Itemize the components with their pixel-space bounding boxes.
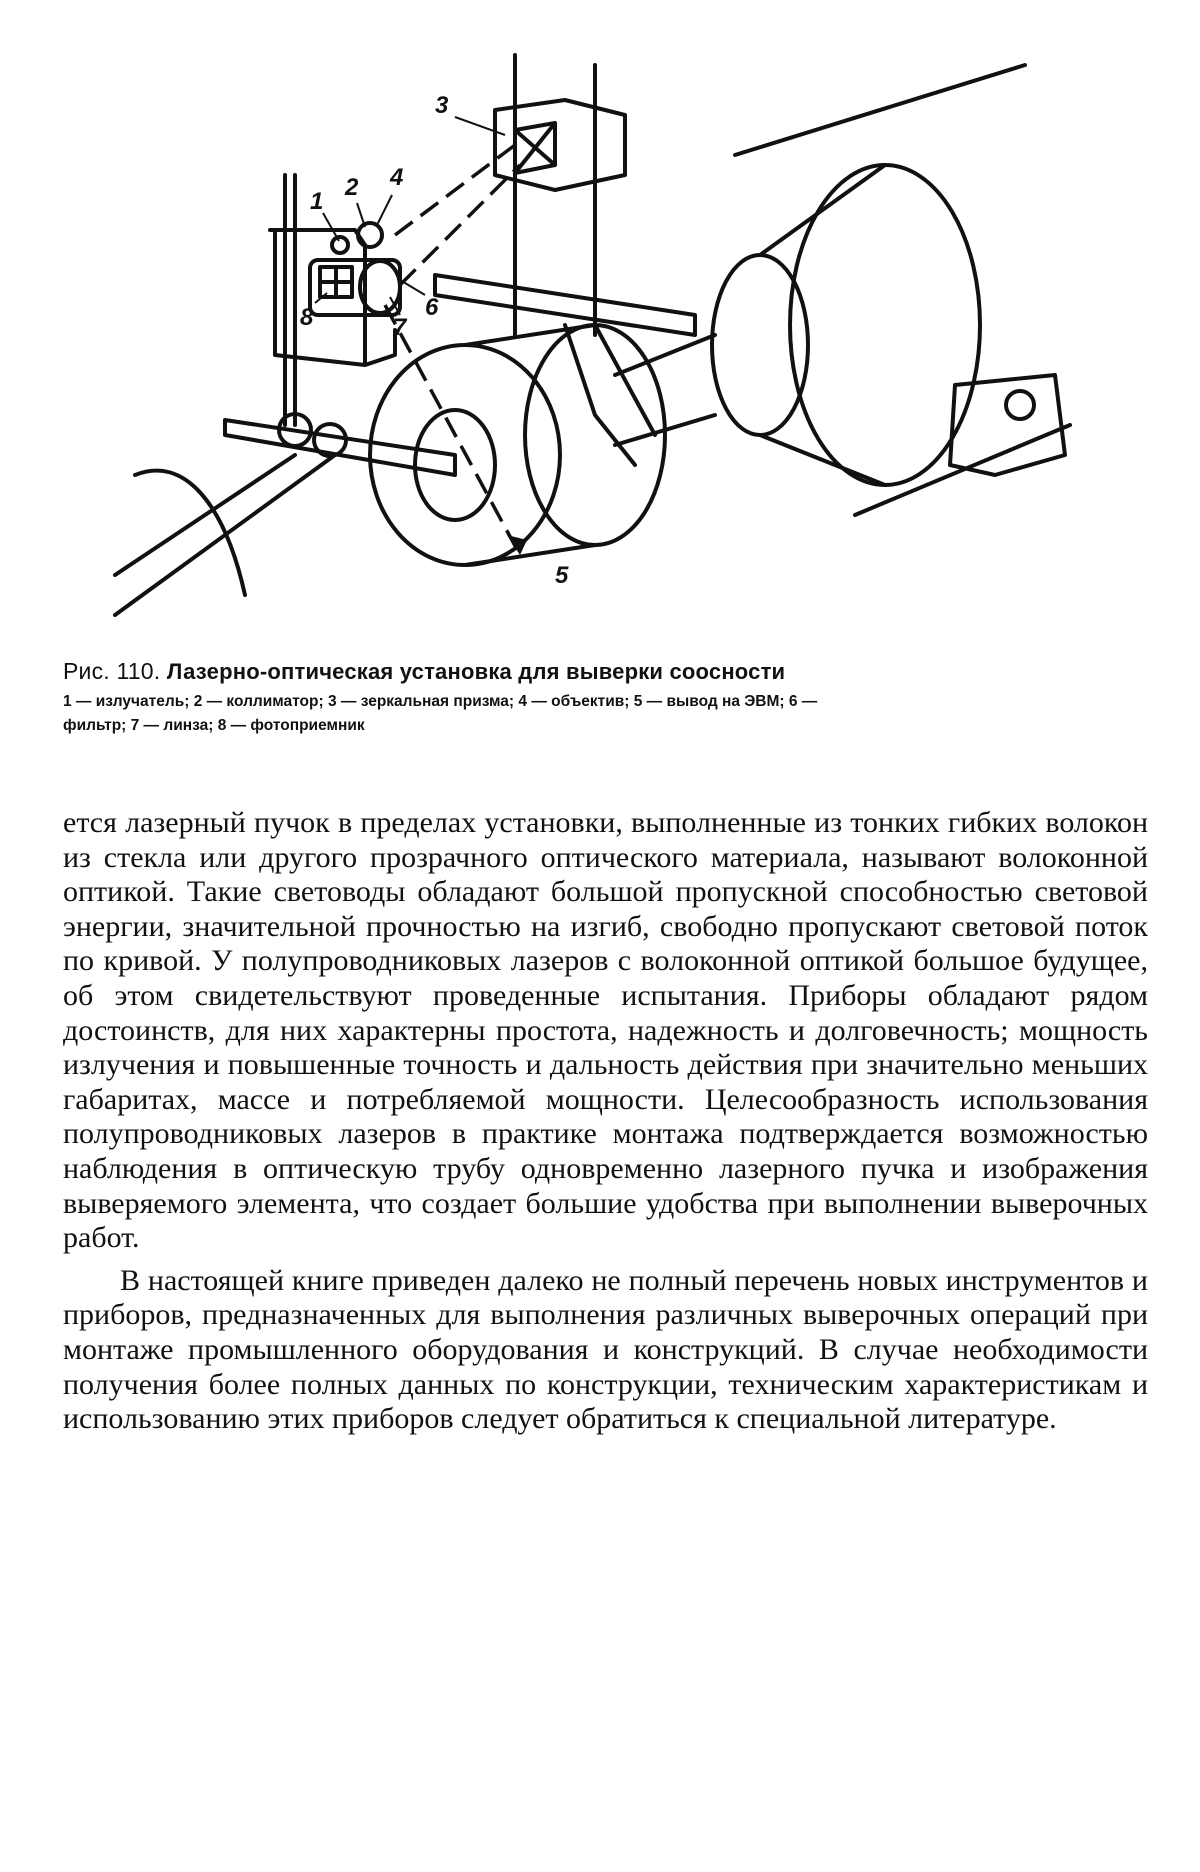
callout-1: 1 [310, 188, 324, 215]
photodetector-cross [320, 267, 352, 297]
emitter-icon [332, 237, 348, 253]
bolt-icon [1006, 391, 1034, 419]
left-knob-2 [314, 424, 346, 456]
output-beam [385, 305, 520, 555]
prism-icon [515, 123, 555, 173]
figure-caption [63, 656, 1148, 738]
caption-figure-number: Рис. 110. [63, 658, 161, 684]
laser-beam-return [400, 165, 520, 285]
callout-8: 8 [300, 304, 314, 331]
paragraph-1: ется лазерный пучок в пределах установки, выполненные из тонких гибких волокон из стекла или другого прозрачного оптического материала, называют волоконной оптикой. Такие световоды обладают большой пропускной способностью световой энергии, значительной прочностью на изгиб, свободно пропускают световой поток по кривой. У полупроводниковых лазеров с волоконной оптикой большое будущее, об этом свидетельствуют проведенные испытания. Приборы обладают рядом достоинств, для них характерны простота, надежность и долговечность; мощность излучения и повышенные точность и дальность действия при значительно меньших габаритах, массе и потребляемой мощности. Целесообразность использования полупроводниковых лазеров в практике монтажа подтверждается возможностью наблюдения в оптическую трубу одновременно лазерного пучка и изображения выверяемого элемента, что создает большие удобства при выполнении выверочных работ. [63, 806, 1148, 1255]
leader-1 [323, 213, 339, 241]
right-hub [712, 255, 808, 435]
callout-2: 2 [345, 174, 359, 201]
right-clamp-arm [565, 325, 655, 465]
objective-icon [358, 223, 382, 247]
caption-legend [63, 690, 1148, 738]
callout-5: 5 [555, 562, 569, 589]
caption-title-text: Лазерно-оптическая установка для выверки соосности [166, 659, 786, 684]
body-text [63, 806, 1148, 1437]
caption-title [63, 656, 1148, 687]
right-shaft [735, 65, 1070, 515]
leader-6 [400, 280, 425, 295]
right-drum-body [760, 165, 885, 485]
paragraph-2: В настоящей книге приведен далеко не полный перечень новых инструментов и приборов, предназначенных для выполнения различных выверочных операций при монтаже промышленного оборудования и конструкций. В случае необходимости получения более полных данных по конструкции, техническим характеристикам и использованию этих приборов следует обратиться к специальной литературе. [63, 1263, 1148, 1436]
leader-2 [357, 203, 365, 227]
callout-3: 3 [435, 92, 449, 119]
laser-alignment-figure [95, 35, 1095, 635]
leader-3 [455, 117, 505, 135]
caption-legend-line-2: фильтр; 7 — линза; 8 — фотоприемник [63, 717, 365, 734]
callout-4: 4 [390, 164, 404, 191]
callout-6: 6 [425, 294, 439, 321]
callout-7: 7 [393, 314, 407, 341]
bearing-block [950, 375, 1065, 475]
leader-4 [377, 195, 392, 225]
caption-legend-line-1: 1 — излучатель; 2 — коллиматор; 3 — зеркальная призма; 4 — объектив; 5 — вывод на ЭВМ; 6 — [63, 693, 818, 710]
